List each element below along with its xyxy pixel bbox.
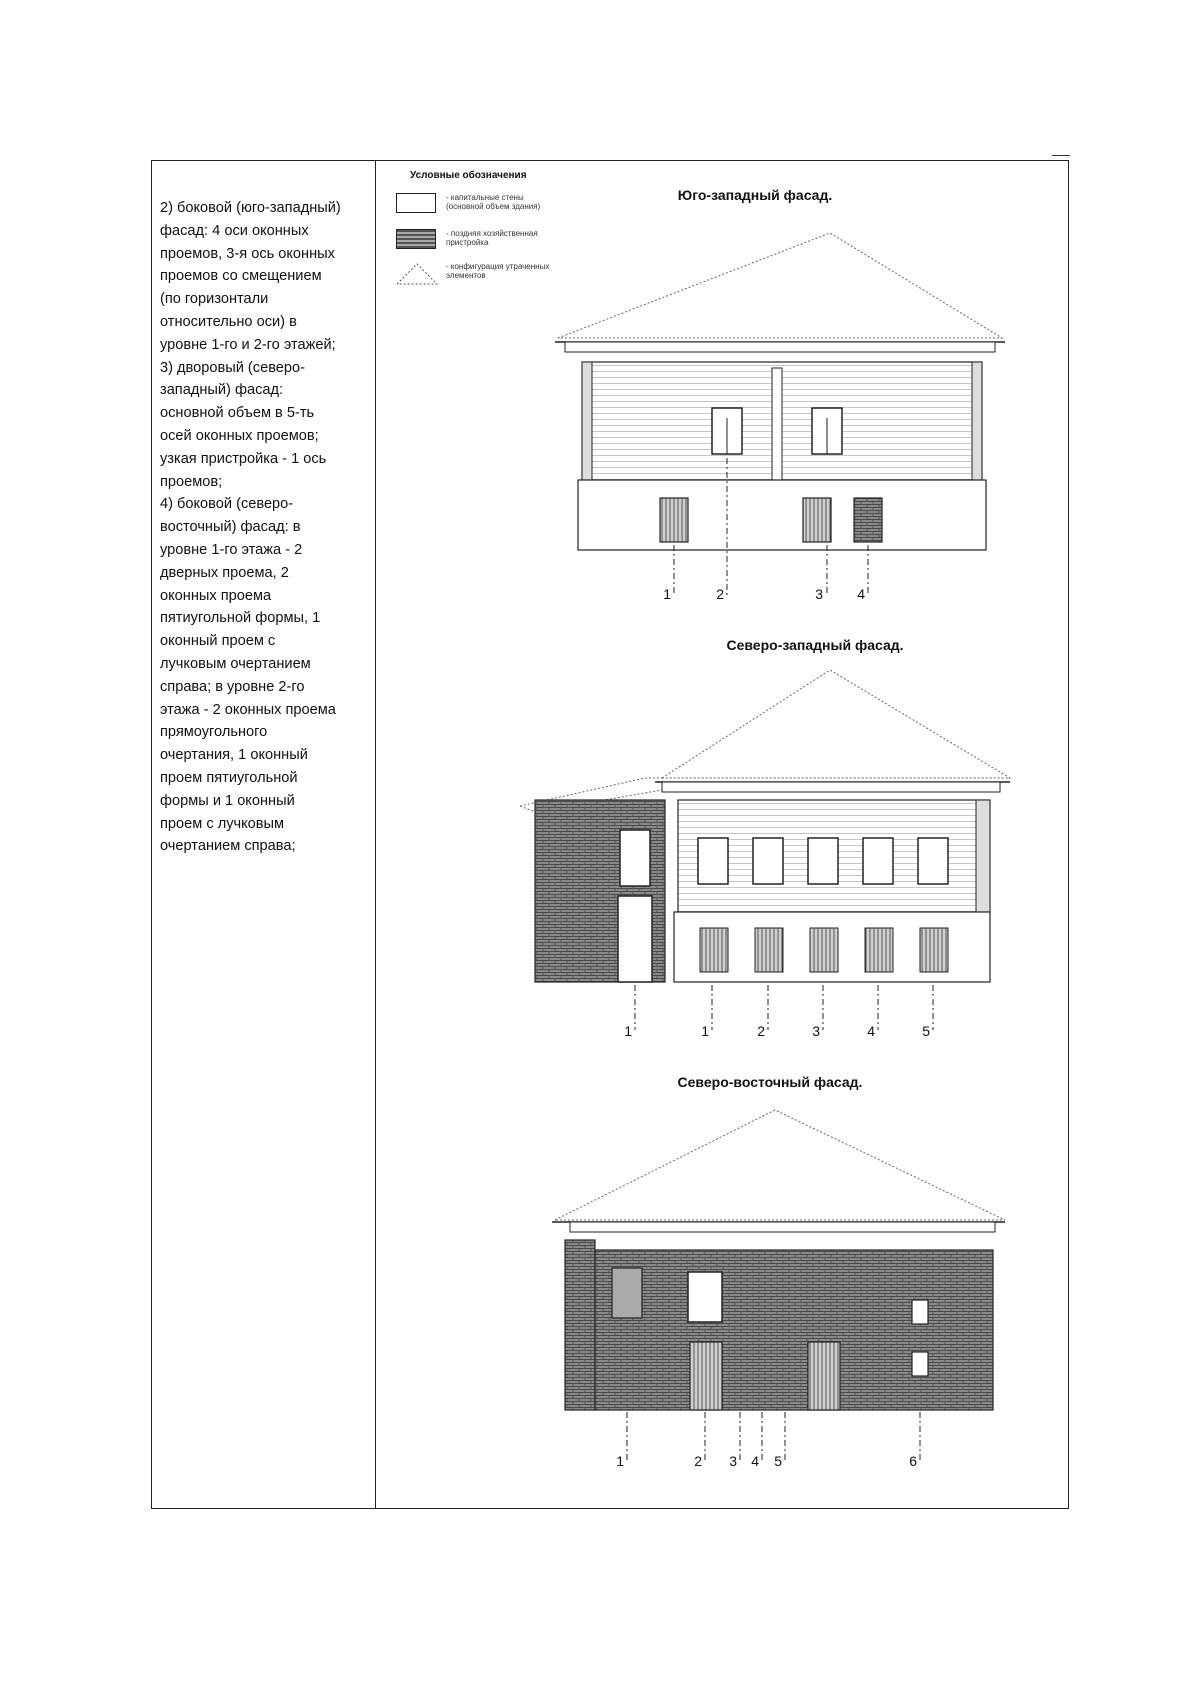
northeast-window-arched <box>912 1300 928 1324</box>
northeast-door <box>808 1342 840 1410</box>
southwest-basement-window <box>803 498 831 542</box>
axis-number-label: 1 <box>663 586 671 602</box>
axis-number-label: 5 <box>922 1023 930 1039</box>
northwest-facade-drawing <box>520 670 1010 1030</box>
facade-title-northwest: Северо-западный фасад. <box>726 637 904 653</box>
axis-number-label: 2 <box>716 586 724 602</box>
northwest-roof-outline <box>662 670 1010 778</box>
northwest-extension-window <box>620 830 650 886</box>
southwest-roof-outline <box>558 233 1002 338</box>
axis-number-label: 3 <box>812 1023 820 1039</box>
northeast-wall <box>595 1250 993 1410</box>
northeast-roof-outline <box>555 1110 1005 1220</box>
axis-number-label: 4 <box>857 586 865 602</box>
axis-number-label: 1 <box>616 1453 624 1469</box>
northwest-extension-door <box>618 896 652 982</box>
axis-number-label: 1 <box>701 1023 709 1039</box>
northeast-window-arched <box>912 1352 928 1376</box>
legend-label-lost-elements: - конфигурация утраченных элементов <box>446 262 550 280</box>
northeast-axis-labels <box>616 1453 917 1469</box>
axis-number-label: 6 <box>909 1453 917 1469</box>
legend-title: Условные обозначения <box>410 170 527 181</box>
axis-number-label: 4 <box>867 1023 875 1039</box>
axis-number-label: 3 <box>729 1453 737 1469</box>
facade-title-northeast: Северо-восточный фасад. <box>677 1074 863 1090</box>
southwest-axis-labels <box>663 586 865 602</box>
northwest-axis-labels <box>624 1023 930 1039</box>
northeast-facade-drawing <box>552 1110 1005 1460</box>
description-paragraph: 2) боковой (юго-западный) фасад: 4 оси оконных проемов, 3-я ось оконных проемов со смещением (по горизонтали относительно оси) в уровне 1-го и 2-го этажей; 3) дворовый (северо- западный) фасад: основной объем в 5-ть осей оконных проемов; узкая пристройка - 1 ось проемов; 4) боковой (северо- восточный) фасад: в уровне 1-го этажа - 2 дверных проема, 2 оконных проема пятиугольной формы, 1 оконный проем с лучковым очертанием справа; в уровне 2-го этажа - 2 оконных проема прямоугольного очертания, 1 оконный проем пятиугольной формы и 1 оконный проем с лучковым очертанием справа; <box>160 200 341 855</box>
axis-number-label: 4 <box>751 1453 759 1469</box>
axis-number-label: 3 <box>815 586 823 602</box>
northeast-window-rect <box>688 1272 722 1322</box>
southwest-bricked-opening <box>854 498 882 542</box>
southwest-basement-window <box>660 498 688 542</box>
northeast-window-pentagonal <box>612 1268 642 1318</box>
axis-number-label: 2 <box>757 1023 765 1039</box>
facade-title-southwest: Юго-западный фасад. <box>677 187 833 203</box>
axis-number-label: 1 <box>624 1023 632 1039</box>
southwest-base <box>578 480 986 550</box>
axis-number-label: 5 <box>774 1453 782 1469</box>
axis-number-label: 2 <box>694 1453 702 1469</box>
legend-label-capital-walls: - капитальные стены (основной объем здания) <box>446 193 541 211</box>
southwest-facade-drawing <box>555 233 1005 595</box>
northeast-door <box>690 1342 722 1410</box>
legend-label-extension: - поздняя хозяйственная пристройка <box>446 229 538 247</box>
northeast-chimney-pilaster <box>565 1240 595 1410</box>
